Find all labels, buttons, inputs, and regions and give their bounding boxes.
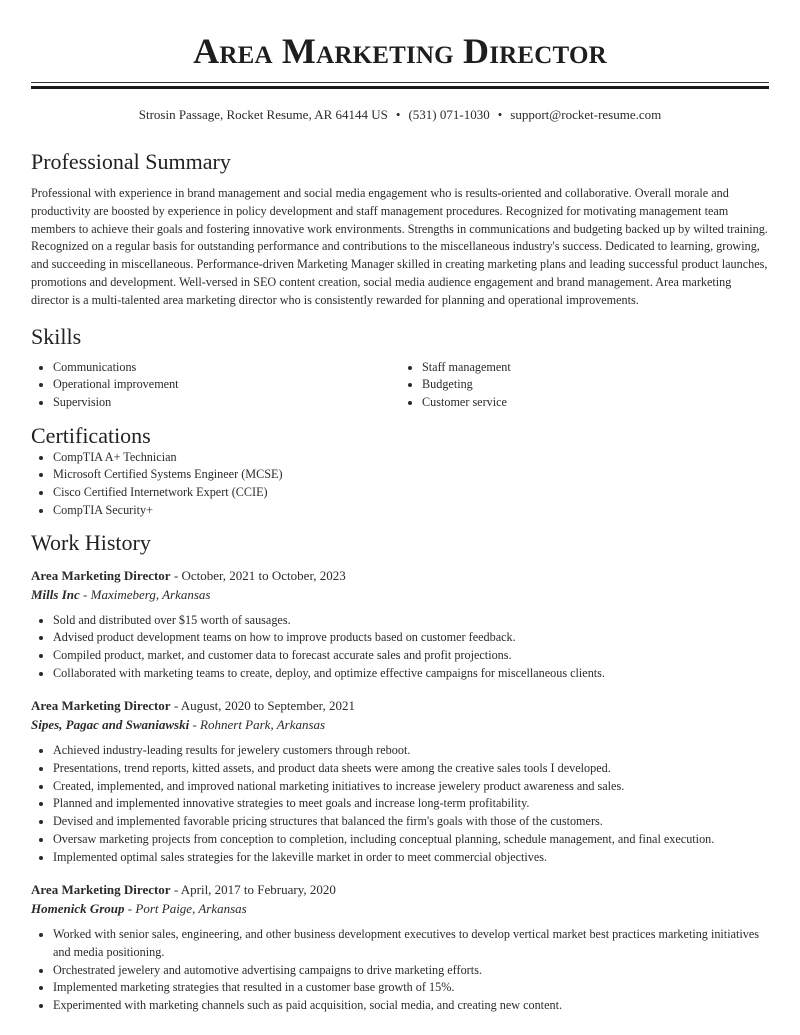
job-company-line [31,899,769,918]
skill-item: • Staff management [422,359,769,377]
certification-item: • Microsoft Certified Systems Engineer (MCSE) [53,466,769,484]
job-bullet: • Worked with senior sales, engineering, and other business development executives to develop vertical market best practices marketing initiatives and media positioning. [53,926,769,961]
skills-column-right [400,359,769,412]
certification-item: • Cisco Certified Internetwork Expert (CCIE) [53,484,769,502]
dash: - [173,567,179,583]
job-title: Area Marketing Director [31,882,171,898]
job-bullet: • Compiled product, market, and customer data to forecast accurate sales and profit projections. [53,647,769,665]
contact-info [31,107,769,123]
job-bullet: • Created, implemented, and improved national marketing initiatives to increase jewelery product awareness and sales. [53,778,769,796]
skills-list [31,359,769,412]
job-title-line [31,696,769,715]
skills-column-left [31,359,400,412]
job-bullet: • Sold and distributed over $15 worth of sausages. [53,612,769,630]
skill-item: • Communications [53,359,400,377]
job-bullet: • Implemented marketing strategies that resulted in a customer base growth of 15%. [53,979,769,997]
dash: - [127,901,133,917]
job-company-line [31,585,769,604]
dash: - [83,586,88,602]
skill-item: • Budgeting [422,376,769,394]
job-title-line [31,880,769,899]
job-location: Port Paige, Arkansas [135,901,247,917]
bullet-separator-icon: • [395,107,401,122]
job-bullet: • Experimented with marketing channels such as paid acquisition, social media, and creating new content. [53,997,769,1015]
resume-title: Area Marketing Director [193,31,607,71]
skill-item: • Supervision [53,394,400,412]
job-dates: August, 2020 to September, 2021 [180,698,355,714]
contact-email[interactable]: support@rocket-resume.com [510,107,662,122]
job-location: Rohnert Park, Arkansas [200,717,326,733]
job-bullets [31,742,769,866]
skill-item: • Customer service [422,394,769,412]
contact-phone[interactable]: (531) 071-1030 [408,107,490,122]
job-company: Mills Inc [31,586,80,602]
summary-text: Professional with experience in brand management and social media engagement who is results-oriented and collaborative. Overall morale and productivity are boosted by experience in policy development and staff management procedures. Recognized for motivating management team members to achieve their goals and fostering innovative work environments. Strengths in communications and budgeting backed up by wilted training. Recognized on a regular basis for outstanding performance and contributions to the miscellaneous industry's success. Dedicated to learning, growing, and succeeding in miscellaneous. Performance-driven Marketing Manager skilled in creating marketing plans and leading successful product launches, promotions and development. Well-versed in SEO content creation, social media audience engagement and brand management. Area marketing director is a multi-talented area marketing director who is consistently rewarded for planning and operational improvements. [31,186,768,307]
job-dates: October, 2021 to October, 2023 [181,567,346,583]
job-bullets [31,926,769,1015]
job-title: Area Marketing Director [31,567,171,583]
certification-item: • CompTIA Security+ [53,502,769,520]
bullet-separator-icon: • [497,107,503,122]
certifications-list [31,449,769,520]
job-entry [31,566,769,683]
job-bullet: • Presentations, trend reports, kitted assets, and product data sheets were among the creative sales tools I developed. [53,760,769,778]
section-heading-work-history: Work History [31,529,151,555]
job-location: Maximeberg, Arkansas [90,586,211,602]
job-bullet: • Achieved industry-leading results for jewelery customers through reboot. [53,742,769,760]
section-heading-certifications: Certifications [31,422,151,448]
job-entry [31,880,769,1015]
job-entry [31,696,769,866]
job-dates: April, 2017 to February, 2020 [180,882,336,898]
certification-item: • CompTIA A+ Technician [53,449,769,467]
job-company-line [31,715,769,734]
job-bullet: • Collaborated with marketing teams to create, deploy, and optimize effective campaigns for miscellaneous clients. [53,665,769,683]
section-heading-summary: Professional Summary [31,149,231,174]
job-title: Area Marketing Director [31,698,171,714]
dash: - [173,698,179,714]
skill-item: • Operational improvement [53,376,400,394]
job-bullet: • Implemented optimal sales strategies for the lakeville market in order to meet commercial objectives. [53,849,769,867]
job-bullet: • Devised and implemented favorable pricing structures that balanced the firm's goals with those of the customers. [53,813,769,831]
job-bullet: • Planned and implemented innovative strategies to meet goals and increase long-term profitability. [53,795,769,813]
job-company: Homenick Group [31,901,125,917]
job-bullet: • Orchestrated jewelery and automotive advertising campaigns to drive marketing efforts. [53,962,769,980]
header-divider-thin [31,82,769,83]
contact-address: Strosin Passage, Rocket Resume, AR 64144 US [138,107,388,122]
job-title-line [31,566,769,585]
header-divider-thick [31,86,769,89]
job-bullet: • Oversaw marketing projects from conception to completion, including conceptual planning, schedule management, and final execution. [53,831,769,849]
job-company: Sipes, Pagac and Swaniawski [31,717,190,733]
job-bullets [31,612,769,683]
dash: - [192,717,197,733]
section-heading-skills: Skills [31,323,82,349]
dash: - [173,882,179,898]
job-bullet: • Advised product development teams on how to improve products based on customer feedback. [53,629,769,647]
